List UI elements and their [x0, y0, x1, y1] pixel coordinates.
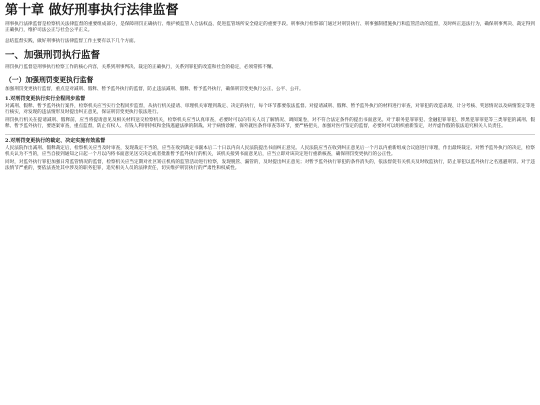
- point2-paragraph-1: 人民法院作出减刑、假释裁定后，检察机关应当及时审查，发现裁定不当的，应当在收到裁定书副本后二十日以内向人民法院提出书面纠正意见。人民法院应当在收到纠正意见后一个月以内重新组成合议庭进行审理，作出最终裁定。对暂予监外执行的决定，检察机关认为不当的，应当自接到通知之日起一个月以内将书面意见送交决定或者批准暂予监外执行的机关，该机关接到书面意见后，应当立即对该决定进行重新核查，确保刑罚变更执行的公正性。: [5, 145, 535, 157]
- point1-paragraph-2: 刑罚执行机关在提请减刑、假释前，应当将提请意见及相关材料送交检察机关，检察机关应当认真审查，必要时可以向有关人员了解情况、调阅案卷，对不符合法定条件的提出书面意见。对于职务犯罪罪犯、金融犯罪罪犯、涉黑犯罪罪犯等三类罪犯的减刑、假释、暂予监外执行，要逐案审查，重点监督，防止有权人、有钱人利用特权和金钱逃避法律的制裁。对于病情诊断、保外就医条件审查等环节，要严格把关，加强对医疗鉴定的监督，必要时可以组织重新鉴定，对弄虚作假的依法追究相关人员责任。: [5, 118, 535, 130]
- point-heading-1: 1.对刑罚变更执行实行全程同步监督: [5, 95, 86, 102]
- chapter-title: 第十章 做好刑事执行法律监督: [5, 3, 179, 18]
- intro-paragraph-1: 刑事执行法律监督是检察机关法律监督的重要组成部分，是保障刑罚正确执行、维护被监管人合法权益、促进监管场所安全稳定的重要手段。刑事执行检察部门通过对刑罚执行、刑事强制措施执行和监管活动的监督，及时纠正违法行为，确保刑事判决、裁定得到正确执行，维护司法公正与社会公平正义。: [5, 22, 535, 34]
- point2-paragraph-2: 同时，对监外执行罪犯加强日常监管情况的监督，检察机关应当定期对社区矫正机构的监管活动进行检察，发现脱管、漏管的，及时提出纠正意见；对暂予监外执行罪犯的条件消失的，依法督促有关机关及时收监执行，防止罪犯以监外执行之名逃避刑罚。对于违法情节严重的，要依法查处其中涉及的职务犯罪，追究相关人员的法律责任，切实维护刑罚执行的严肃性和权威性。: [5, 159, 535, 172]
- section-heading: 一、加强刑罚执行监督: [5, 50, 101, 62]
- point-heading-2: 2.对刑罚变更执行的裁定、决定实施有效监督: [5, 137, 106, 144]
- section-lead: 刑罚执行监督是刑事执行检察工作的核心内容，关系到刑事判决、裁定的正确执行，关系到罪犯的改造和社会的稳定，必须常抓不懈。: [5, 65, 277, 71]
- point1-paragraph-1: 对减刑、假释、暂予监外执行案件，检察机关应当实行全程同步监督，从执行机关提请、审理机关审理到裁定、决定的执行，每个环节都要依法监督。对提请减刑、假释、暂予监外执行的材料进行审查，对罪犯的改造表现、计分考核、奖惩情况以及病情鉴定等进行核实，对发现的违法情形及时提出纠正意见，保证刑罚变更执行依法进行。: [5, 103, 535, 116]
- subsection-lead: 加强刑罚变更执行监督，重点是对减刑、假释、暂予监外执行的监督，防止违法减刑、假释、暂予监外执行，确保刑罚变更执行公正、公平、公开。: [5, 86, 304, 92]
- intro-paragraph-2: 总结监督实践，做好刑事执行法律监督工作主要有以下几个方面。: [5, 39, 139, 45]
- subsection-heading: （一）加强刑罚变更执行监督: [5, 75, 94, 84]
- divider: [5, 134, 535, 135]
